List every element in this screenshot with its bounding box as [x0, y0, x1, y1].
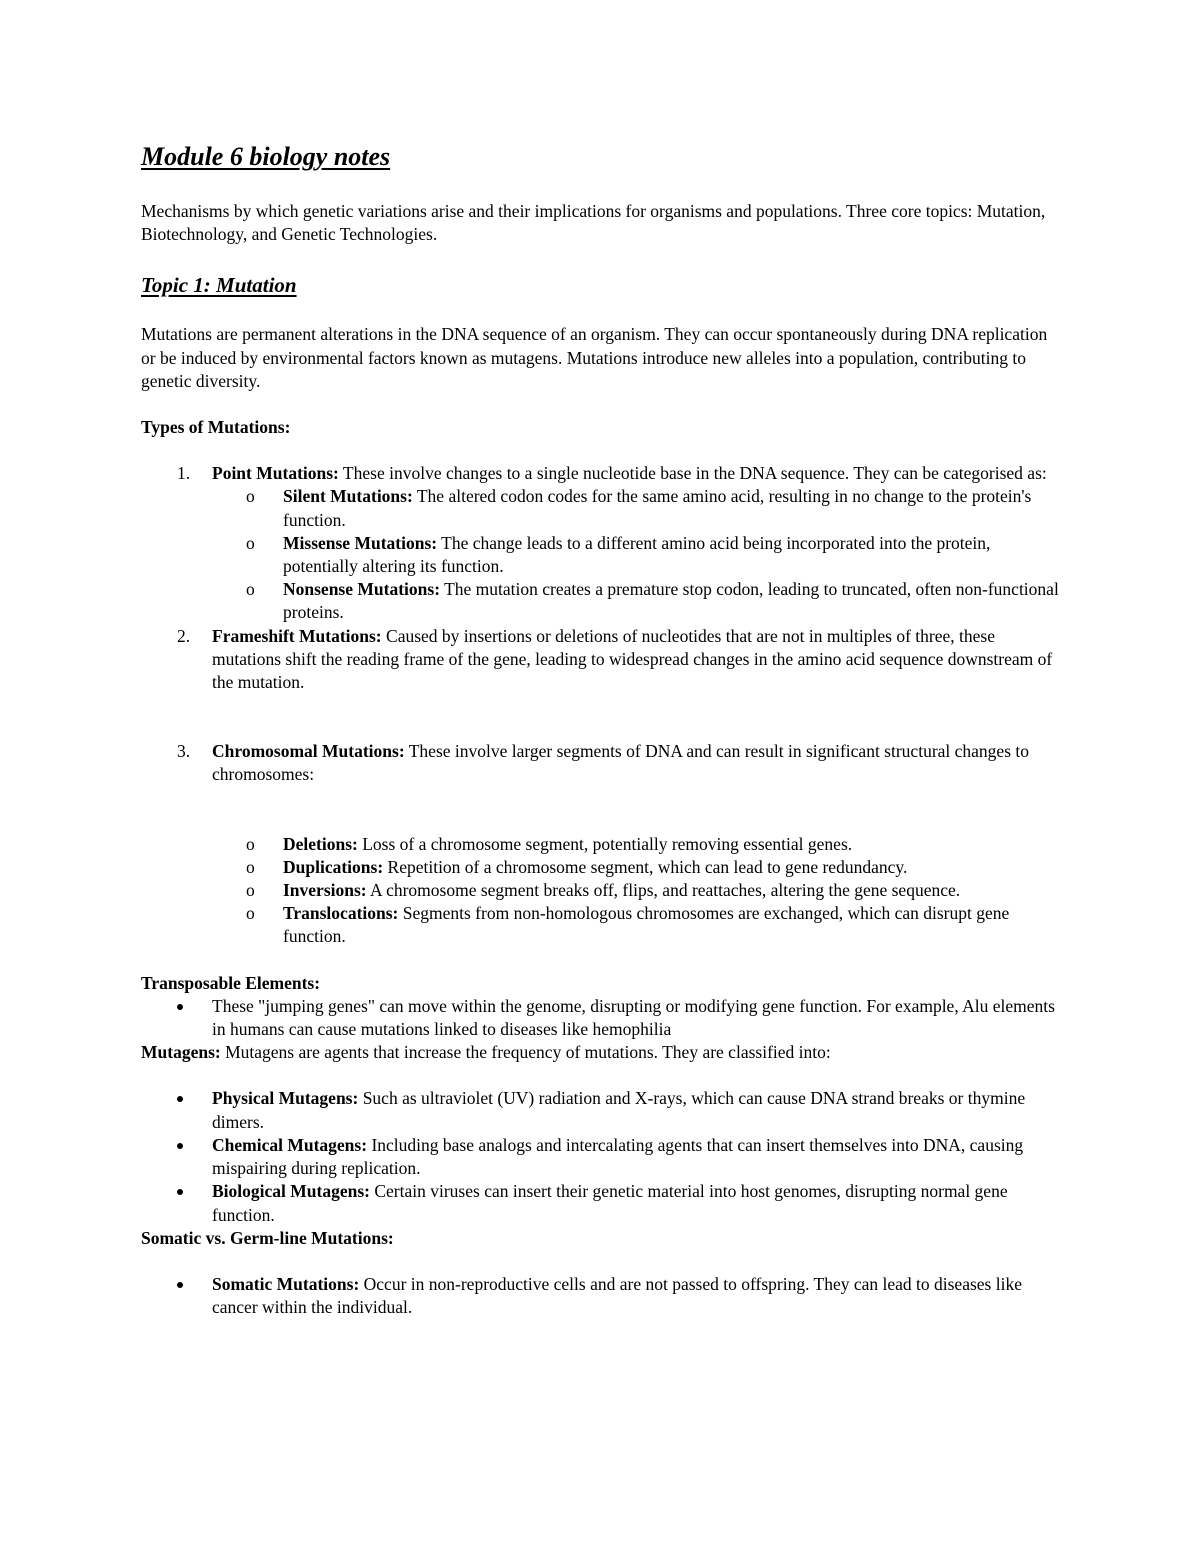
sub-bullet: o	[246, 880, 255, 901]
term-silent: Silent Mutations:	[283, 486, 413, 507]
term-somatic: Somatic Mutations:	[212, 1273, 360, 1294]
sub-item-nonsense	[141, 578, 1066, 624]
list-number: 2.	[177, 625, 191, 646]
chromosomal-sublist	[141, 833, 1066, 949]
sub-item-inversions	[141, 879, 1066, 902]
bullet-dot-icon	[177, 1004, 183, 1010]
mutation-intro-paragraph: Mutations are permanent alterations in the DNA sequence of an organism. They can occur spontaneously during DNA replication or be induced by environmental factors known as mutagens. Mutations introduce new alleles into a population, contributing to genetic diversity.	[141, 324, 1048, 391]
transposable-elements-heading: Transposable Elements:	[141, 972, 321, 993]
nonsense-text: The mutation creates a premature stop codon, leading to truncated, often non-functional proteins.	[283, 579, 1059, 623]
term-mutagens: Mutagens:	[141, 1042, 221, 1063]
term-chromosomal-mutations: Chromosomal Mutations:	[212, 741, 405, 762]
list-item-chemical	[141, 1134, 1066, 1180]
sub-bullet: o	[246, 833, 255, 854]
sub-item-deletions	[141, 833, 1066, 856]
list-item-physical	[141, 1087, 1066, 1133]
biological-text: Certain viruses can insert their genetic material into host genomes, disrupting normal gene function.	[212, 1181, 1008, 1225]
chemical-text: Including base analogs and intercalating agents that can insert themselves into DNA, causing mispairing during replication.	[212, 1134, 1024, 1179]
list-item-frameshift-mutations	[141, 625, 1066, 741]
intro-paragraph: Mechanisms by which genetic variations arise and their implications for organisms and populations. Three core topics: Mutation, Biotechnology, and Genetic Technologies.	[141, 201, 1046, 245]
mutagens-list	[141, 1087, 1066, 1226]
somatic-vs-germline-heading: Somatic vs. Germ-line Mutations:	[141, 1227, 394, 1248]
physical-text: Such as ultraviolet (UV) radiation and X-rays, which can cause DNA strand breaks or thymine dimers.	[212, 1088, 1026, 1132]
point-mutations-text: These involve changes to a single nucleotide base in the DNA sequence. They can be categorised as:	[338, 463, 1047, 484]
silent-text: The altered codon codes for the same amino acid, resulting in no change to the protein's function.	[283, 486, 1032, 530]
somatic-list	[141, 1273, 1066, 1319]
term-physical: Physical Mutagens:	[212, 1088, 359, 1109]
term-deletions: Deletions:	[283, 833, 358, 854]
bullet-dot-icon	[177, 1282, 183, 1288]
types-of-mutations-list	[141, 462, 1066, 948]
missense-text: The change leads to a different amino acid being incorporated into the protein, potentially altering its function.	[283, 532, 991, 577]
sub-bullet: o	[246, 903, 255, 924]
mutagens-paragraph	[141, 1041, 1066, 1064]
list-item-biological	[141, 1180, 1066, 1226]
translocations-text: Segments from non-homologous chromosomes are exchanged, which can disrupt gene function.	[283, 903, 1010, 947]
mutagens-text: Mutagens are agents that increase the frequency of mutations. They are classified into:	[220, 1042, 831, 1063]
term-chemical: Chemical Mutagens:	[212, 1134, 368, 1155]
sub-item-duplications	[141, 856, 1066, 879]
document-title: Module 6 biology notes	[141, 142, 391, 171]
term-missense: Missense Mutations:	[283, 532, 438, 553]
sub-bullet: o	[246, 856, 255, 877]
somatic-text: Occur in non-reproductive cells and are not passed to offspring. They can lead to diseases like cancer within the individual.	[212, 1273, 1022, 1318]
transposable-elements-list	[141, 995, 1066, 1041]
topic-1-heading: Topic 1: Mutation	[141, 273, 297, 298]
bullet-dot-icon	[177, 1096, 183, 1102]
term-frameshift-mutations: Frameshift Mutations:	[212, 625, 382, 646]
document-page	[141, 140, 1066, 1319]
inversions-text: A chromosome segment breaks off, flips, and reattaches, altering the gene sequence.	[366, 880, 961, 901]
types-of-mutations-heading: Types of Mutations:	[141, 417, 291, 438]
list-item	[141, 995, 1066, 1041]
sub-bullet: o	[246, 579, 255, 600]
chromosomal-text: These involve larger segments of DNA and can result in significant structural changes to chromosomes:	[212, 741, 1029, 785]
frameshift-text: Caused by insertions or deletions of nucleotides that are not in multiples of three, these mutations shift the reading frame of the gene, leading to widespread changes in the amino acid sequence downstream of the mutation.	[212, 625, 1053, 693]
term-biological: Biological Mutagens:	[212, 1181, 370, 1202]
sub-item-silent	[141, 485, 1066, 531]
bullet-dot-icon	[177, 1189, 183, 1195]
sub-bullet: o	[246, 532, 255, 553]
point-mutations-sublist	[141, 485, 1066, 624]
sub-item-translocations	[141, 902, 1066, 948]
bullet-dot-icon	[177, 1143, 183, 1149]
list-number: 1.	[177, 463, 191, 484]
sub-item-missense	[141, 532, 1066, 578]
deletions-text: Loss of a chromosome segment, potentially removing essential genes.	[357, 833, 853, 854]
term-translocations: Translocations:	[283, 903, 399, 924]
term-point-mutations: Point Mutations:	[212, 463, 339, 484]
term-nonsense: Nonsense Mutations:	[283, 579, 441, 600]
term-duplications: Duplications:	[283, 856, 384, 877]
list-item-point-mutations	[141, 462, 1066, 624]
duplications-text: Repetition of a chromosome segment, which can lead to gene redundancy.	[383, 856, 908, 877]
transposable-text: These "jumping genes" can move within the genome, disrupting or modifying gene function. For example, Alu elements in humans can cause mutations linked to diseases like hemophilia	[212, 995, 1055, 1040]
list-item-chromosomal-mutations	[141, 740, 1066, 948]
list-number: 3.	[177, 741, 191, 762]
list-item-somatic	[141, 1273, 1066, 1319]
term-inversions: Inversions:	[283, 880, 367, 901]
sub-bullet: o	[246, 486, 255, 507]
